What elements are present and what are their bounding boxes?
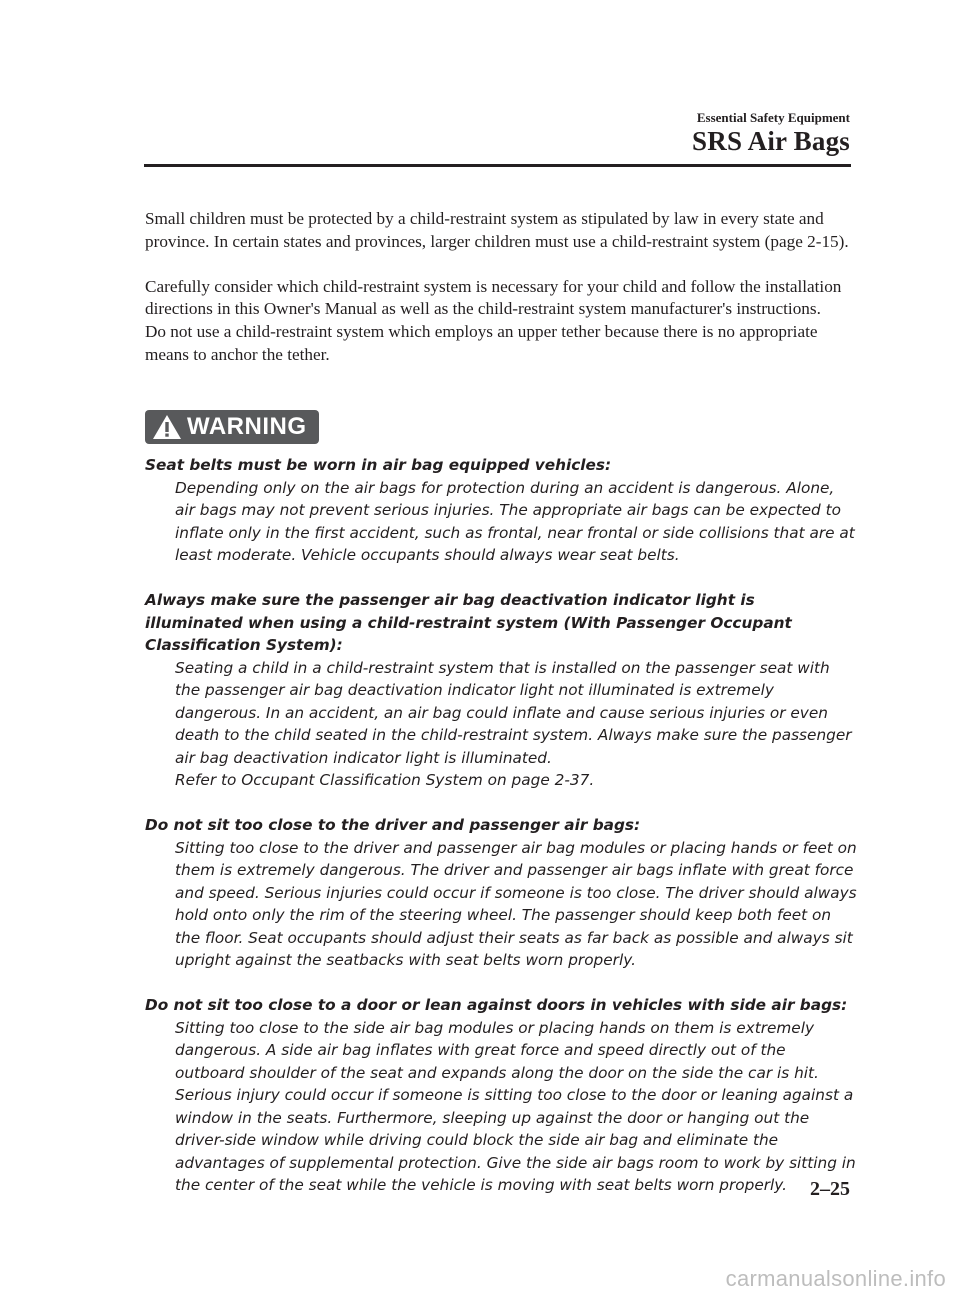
warning-item (145, 454, 857, 567)
page-title: SRS Air Bags (692, 126, 850, 156)
warning-body (175, 657, 857, 792)
warning-heading: Do not sit too close to the driver and passenger air bags: (145, 816, 641, 834)
warning-heading: Do not sit too close to a door or lean against doors in vehicles with side air bags: (145, 996, 848, 1014)
warning-item (145, 589, 857, 792)
intro-paragraph: Do not use a child-restraint system which employs an upper tether because there is no appropriate means to anchor the tether. (145, 321, 818, 364)
warning-text: Sitting too close to the driver and passenger air bag modules or placing hands or feet on them is extremely dangerous. The driver and passenger air bags inflate with great force and speed. Serious injuries could occur if someone is too close. The driver should always hold onto only the rim of the steering wheel. The passenger should keep both feet on the floor. Seat occupants should adjust their seats as far back as possible and always sit upright against the seatbacks with seat belts worn properly. (175, 838, 857, 969)
warning-body (175, 837, 857, 972)
warning-text: Sitting too close to the side air bag modules or placing hands on them is extremely dangerous. A side air bag inflates with great force and speed directly out of the outboard shoulder of the seat and expands along the door on the side the car is hit. Serious injury could occur if someone is sitting too close to the door or leaning against a window in the seats. Furthermore, sleeping up against the door or hanging out the driver-side window while driving could block the side air bag and eliminate the advantages of supplemental protection. Give the side air bags room to work by sitting in the center of the seat while the vehicle is moving with seat belts worn properly. (175, 1018, 856, 1194)
warning-list (145, 454, 857, 1219)
warning-heading: Always make sure the passenger air bag deactivation indicator light is illuminated when using a child-restraint system (With Passenger Occupant Classification System): (145, 591, 792, 654)
intro-text (145, 208, 853, 366)
warning-body (175, 1017, 857, 1197)
section-name: Essential Safety Equipment (696, 110, 850, 125)
intro-paragraph: Carefully consider which child-restraint system is necessary for your child and follow the installation directions in this Owner's Manual as well as the child-restraint system manufacturer's instructions. (145, 276, 842, 319)
warning-label: WARNING (187, 413, 307, 440)
warning-badge (145, 410, 319, 444)
warning-text: Seating a child in a child-restraint system that is installed on the passenger seat with the passenger air bag deactivation indicator light not illuminated is extremely dangerous. In an accident, an air bag could inflate and cause serious injuries or even death to the child seated in the child-restraint system. Always make sure the passenger air bag deactivation indicator light is illuminated. (175, 658, 852, 767)
warning-text: Depending only on the air bags for protection during an accident is dangerous. Alone, air bags may not prevent serious injuries. The appropriate air bags can be expected to inflate only in the first accident, such as frontal, near frontal or side collisions that are at least moderate. Vehicle occupants should always wear seat belts. (175, 478, 855, 564)
warning-reference: Refer to Occupant Classification System on page 2-37. (175, 771, 595, 789)
watermark: carmanualsonline.info (725, 1266, 946, 1291)
warning-item (145, 814, 857, 972)
warning-body (175, 477, 857, 567)
warning-heading: Seat belts must be worn in air bag equipped vehicles: (145, 456, 612, 474)
page-number: 2–25 (810, 1178, 850, 1200)
warning-item (145, 994, 857, 1197)
header-divider (144, 164, 851, 167)
intro-paragraph: Small children must be protected by a child-restraint system as stipulated by law in every state and province. In certain states and provinces, larger children must use a child-restraint system (page 2-15). (145, 209, 849, 251)
warning-triangle-icon (151, 413, 183, 441)
